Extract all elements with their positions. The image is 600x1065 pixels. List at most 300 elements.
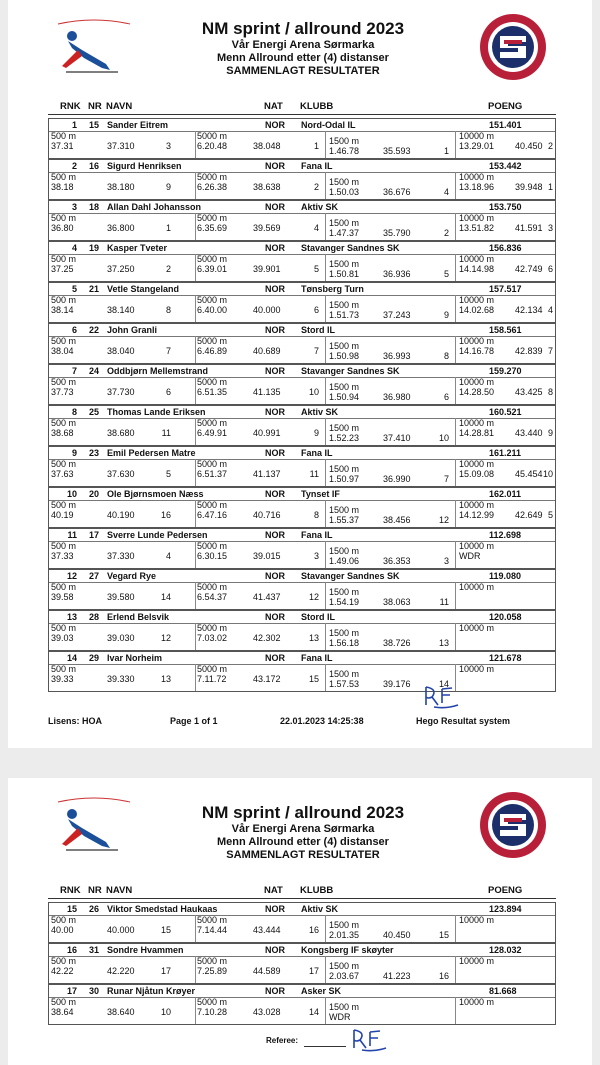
dist-10000-place: 1 — [547, 182, 553, 192]
dist-500-label: 500 m — [51, 377, 77, 387]
rank: 15 — [66, 904, 77, 914]
dist-500-label: 500 m — [51, 956, 77, 966]
athlete-name: Allan Dahl Johansson — [107, 202, 202, 212]
dist-5000-time: 7.14.44 — [197, 925, 228, 935]
dist-1500-label: 1500 m — [329, 341, 360, 351]
dist-500-place: 6 — [165, 387, 171, 397]
dist-1500-place: 6 — [443, 392, 449, 402]
dist-1500-time: 1.50.98 — [329, 351, 360, 361]
dist-1500-place: 7 — [443, 474, 449, 484]
athlete-name: Ivar Norheim — [107, 653, 163, 663]
dist-5000-time: 7.11.72 — [197, 674, 227, 684]
cell-divider — [455, 172, 456, 199]
total-points: 119.080 — [489, 571, 522, 581]
cell-divider — [325, 172, 326, 199]
total-points: 123.894 — [489, 904, 522, 914]
dist-500-place: 3 — [165, 141, 171, 151]
dist-1500-place: 3 — [443, 556, 449, 566]
dist-5000-points: 40.991 — [253, 428, 281, 438]
dist-1500-label: 1500 m — [329, 300, 360, 310]
cell-divider — [195, 131, 196, 158]
nationality: NOR — [265, 530, 285, 540]
athlete-record — [48, 159, 556, 200]
dist-5000-time: 7.03.02 — [197, 633, 228, 643]
dist-500-time: 39.58 — [51, 592, 74, 602]
cell-divider — [195, 664, 196, 691]
dist-10000-points: 42.749 — [515, 264, 543, 274]
dist-10000-time: 14.14.98 — [459, 264, 495, 274]
nationality: NOR — [265, 284, 285, 294]
dist-5000-time: 6.26.38 — [197, 182, 228, 192]
dist-1500-time: 1.50.03 — [329, 187, 360, 197]
cell-divider — [325, 295, 326, 322]
athlete-name: Sigurd Henriksen — [107, 161, 182, 171]
category-subtitle: Menn Allround etter (4) distanser — [217, 52, 389, 64]
dist-1500-place: 11 — [439, 597, 449, 607]
total-points: 153.750 — [489, 202, 522, 212]
dist-10000-points: 39.948 — [515, 182, 543, 192]
club-name: Stavanger Sandnes SK — [301, 571, 400, 581]
section-title: SAMMENLAGT RESULTATER — [226, 65, 380, 77]
start-number: 26 — [88, 904, 99, 914]
nationality: NOR — [265, 366, 285, 376]
dist-5000-label: 5000 m — [197, 623, 228, 633]
dist-5000-points: 41.135 — [253, 387, 281, 397]
dist-5000-label: 5000 m — [197, 172, 228, 182]
dist-500-place: 12 — [160, 633, 171, 643]
dist-10000-time: 14.28.81 — [459, 428, 495, 438]
col-navn: NAVN — [106, 885, 133, 896]
cell-divider — [195, 500, 196, 527]
dist-500-place: 10 — [160, 1007, 171, 1017]
dist-1500-place: 4 — [443, 187, 449, 197]
dist-5000-points: 43.028 — [253, 1007, 281, 1017]
cell-divider — [325, 915, 326, 942]
rank: 12 — [66, 571, 77, 581]
dist-1500-points: 36.993 — [383, 351, 411, 361]
report-header — [148, 802, 458, 862]
dist-500-time: 37.73 — [51, 387, 74, 397]
dist-10000-label: 10000 m — [459, 997, 495, 1007]
dist-500-time: 37.31 — [51, 141, 74, 151]
nationality: NOR — [265, 489, 285, 499]
dist-5000-time: 6.30.15 — [197, 551, 228, 561]
dist-5000-place: 9 — [313, 428, 319, 438]
dist-5000-points: 41.437 — [253, 592, 281, 602]
col-nat: NAT — [264, 101, 283, 112]
dist-5000-time: 6.40.00 — [197, 305, 228, 315]
rank: 9 — [71, 448, 77, 458]
dist-1500-time: 1.56.18 — [329, 638, 360, 648]
rank: 10 — [66, 489, 77, 499]
club-name: Aktiv SK — [301, 407, 339, 417]
dist-5000-label: 5000 m — [197, 664, 228, 674]
athlete-name: Kasper Tveter — [107, 243, 168, 253]
nationality: NOR — [265, 448, 285, 458]
dist-1500-time: 1.52.23 — [329, 433, 360, 443]
category-subtitle: Menn Allround etter (4) distanser — [217, 836, 389, 848]
athlete-name: John Granli — [107, 325, 158, 335]
dist-500-points: 38.140 — [107, 305, 135, 315]
nationality: NOR — [265, 120, 285, 130]
col-poeng: POENG — [488, 101, 523, 112]
print-timestamp: 22.01.2023 14:25:38 — [280, 716, 364, 726]
dist-10000-time: 14.12.99 — [459, 510, 495, 520]
nationality: NOR — [265, 571, 285, 581]
dist-500-place: 8 — [165, 305, 171, 315]
rank: 7 — [71, 366, 77, 376]
venue-name: Vår Energi Arena Sørmarka — [231, 39, 375, 51]
cell-divider — [325, 500, 326, 527]
rank: 1 — [71, 120, 77, 130]
dist-1500-points: 36.936 — [383, 269, 411, 279]
club-name: Nord-Odal IL — [301, 120, 356, 130]
club-name: Kongsberg IF skøyter — [301, 945, 394, 955]
start-number: 16 — [88, 161, 99, 171]
dist-10000-label: 10000 m — [459, 500, 495, 510]
dist-1500-place: 16 — [438, 971, 449, 981]
dist-500-time: 38.68 — [51, 428, 74, 438]
cell-divider — [195, 213, 196, 240]
total-points: 153.442 — [489, 161, 522, 171]
dist-500-place: 1 — [165, 223, 171, 233]
start-number: 28 — [88, 612, 99, 622]
col-rnk: RNK — [60, 101, 81, 112]
cell-divider — [325, 541, 326, 568]
dist-1500-label: 1500 m — [329, 587, 360, 597]
col-navn: NAVN — [106, 101, 133, 112]
dist-500-place: 16 — [160, 510, 171, 520]
nsf-logo-icon — [478, 12, 548, 82]
dist-1500-place: 5 — [443, 269, 449, 279]
club-name: Fana IL — [301, 530, 333, 540]
skater-logo-icon — [48, 14, 140, 84]
dist-1500-time: 1.47.37 — [329, 228, 360, 238]
dist-5000-label: 5000 m — [197, 131, 228, 141]
dist-5000-label: 5000 m — [197, 377, 228, 387]
dist-1500-time: 2.03.67 — [329, 971, 360, 981]
dist-500-label: 500 m — [51, 418, 77, 428]
athlete-name: Sondre Hvammen — [107, 945, 184, 955]
dist-10000-place: 4 — [547, 305, 553, 315]
dist-1500-time: 1.51.73 — [329, 310, 360, 320]
dist-500-label: 500 m — [51, 172, 77, 182]
rank: 16 — [66, 945, 77, 955]
dist-5000-points: 40.000 — [253, 305, 281, 315]
nationality: NOR — [265, 612, 285, 622]
cell-divider — [455, 956, 456, 983]
dist-500-label: 500 m — [51, 582, 77, 592]
dist-500-points: 38.180 — [107, 182, 135, 192]
total-points: 162.011 — [489, 489, 522, 499]
col-klubb: KLUBB — [300, 885, 334, 896]
dist-500-label: 500 m — [51, 500, 77, 510]
dist-500-time: 38.14 — [51, 305, 74, 315]
dist-5000-label: 5000 m — [197, 915, 228, 925]
dist-10000-label: 10000 m — [459, 213, 495, 223]
club-name: Tønsberg Turn — [301, 284, 364, 294]
athlete-record — [48, 200, 556, 241]
dist-5000-time: 6.47.16 — [197, 510, 228, 520]
dist-10000-label: 10000 m — [459, 131, 495, 141]
athlete-record — [48, 902, 556, 943]
nationality: NOR — [265, 202, 285, 212]
dist-5000-points: 40.689 — [253, 346, 281, 356]
nationality: NOR — [265, 904, 285, 914]
dist-1500-label: 1500 m — [329, 177, 360, 187]
nationality: NOR — [265, 161, 285, 171]
dist-500-time: 36.80 — [51, 223, 74, 233]
dist-1500-points: 38.456 — [383, 515, 411, 525]
cell-divider — [455, 500, 456, 527]
dist-1500-time: 1.50.97 — [329, 474, 360, 484]
dist-500-time: 40.00 — [51, 925, 74, 935]
dist-500-points: 37.310 — [107, 141, 135, 151]
cell-divider — [195, 172, 196, 199]
dist-10000-points: 42.649 — [515, 510, 543, 520]
athlete-name: Oddbjørn Mellemstrand — [107, 366, 209, 376]
total-points: 81.668 — [489, 986, 517, 996]
cell-divider — [195, 336, 196, 363]
dist-1500-points: 37.243 — [383, 310, 411, 320]
dist-1500-time: WDR — [329, 1012, 351, 1022]
cell-divider — [325, 418, 326, 445]
nationality: NOR — [265, 986, 285, 996]
rank: 13 — [66, 612, 77, 622]
start-number: 19 — [88, 243, 99, 253]
dist-5000-time: 6.35.69 — [197, 223, 228, 233]
dist-10000-label: 10000 m — [459, 956, 495, 966]
dist-10000-time: 13.29.01 — [459, 141, 495, 151]
dist-1500-time: 2.01.35 — [329, 930, 360, 940]
dist-5000-points: 42.302 — [253, 633, 281, 643]
cell-divider — [325, 254, 326, 281]
dist-1500-points: 38.063 — [383, 597, 411, 607]
dist-1500-label: 1500 m — [329, 1002, 360, 1012]
dist-10000-points: 42.134 — [515, 305, 543, 315]
dist-1500-time: 1.55.37 — [329, 515, 360, 525]
dist-1500-place: 15 — [438, 930, 449, 940]
dist-5000-time: 6.46.89 — [197, 346, 228, 356]
dist-1500-label: 1500 m — [329, 382, 360, 392]
dist-500-place: 4 — [165, 551, 171, 561]
dist-5000-place: 2 — [313, 182, 319, 192]
referee-signature-line — [304, 1046, 346, 1047]
dist-5000-place: 14 — [308, 1007, 319, 1017]
nsf-logo-icon — [478, 790, 548, 860]
total-points: 157.517 — [489, 284, 522, 294]
cell-divider — [195, 459, 196, 486]
dist-10000-label: 10000 m — [459, 418, 495, 428]
club-name: Stavanger Sandnes SK — [301, 243, 400, 253]
dist-1500-points: 38.726 — [383, 638, 411, 648]
dist-1500-label: 1500 m — [329, 218, 360, 228]
start-number: 29 — [88, 653, 99, 663]
club-name: Fana IL — [301, 653, 333, 663]
dist-10000-points: 45.454 — [515, 469, 543, 479]
start-number: 18 — [88, 202, 99, 212]
dist-500-place: 15 — [160, 925, 171, 935]
athlete-name: Sander Eitrem — [107, 120, 169, 130]
rank: 8 — [71, 407, 77, 417]
result-page-2 — [8, 778, 592, 1065]
start-number: 31 — [88, 945, 99, 955]
col-nr: NR — [88, 101, 102, 112]
dist-1500-place: 8 — [443, 351, 449, 361]
cell-divider — [195, 623, 196, 650]
club-name: Fana IL — [301, 161, 333, 171]
club-name: Fana IL — [301, 448, 333, 458]
athlete-record — [48, 364, 556, 405]
dist-10000-label: 10000 m — [459, 915, 495, 925]
dist-5000-place: 5 — [313, 264, 319, 274]
dist-1500-points: 36.676 — [383, 187, 411, 197]
dist-500-label: 500 m — [51, 541, 77, 551]
dist-10000-points: 43.425 — [515, 387, 543, 397]
cell-divider — [325, 459, 326, 486]
start-number: 22 — [88, 325, 99, 335]
start-number: 30 — [88, 986, 99, 996]
rank: 5 — [71, 284, 77, 294]
dist-500-time: 39.33 — [51, 674, 74, 684]
dist-1500-place: 12 — [438, 515, 449, 525]
dist-1500-time: 1.50.81 — [329, 269, 360, 279]
dist-5000-points: 43.444 — [253, 925, 281, 935]
dist-1500-time: 1.49.06 — [329, 556, 360, 566]
dist-500-points: 38.680 — [107, 428, 135, 438]
license-text: Lisens: HOA — [48, 716, 103, 726]
start-number: 20 — [88, 489, 99, 499]
referee-signature-icon — [420, 683, 466, 711]
dist-1500-label: 1500 m — [329, 464, 360, 474]
dist-5000-place: 3 — [313, 551, 319, 561]
dist-500-points: 36.800 — [107, 223, 135, 233]
dist-500-time: 38.04 — [51, 346, 74, 356]
dist-5000-points: 44.589 — [253, 966, 281, 976]
referee-label: Referee: — [266, 1036, 299, 1045]
dist-500-label: 500 m — [51, 915, 77, 925]
dist-1500-label: 1500 m — [329, 920, 360, 930]
athlete-name: Sverre Lunde Pedersen — [107, 530, 208, 540]
start-number: 21 — [88, 284, 99, 294]
nationality: NOR — [265, 325, 285, 335]
col-nr: NR — [88, 885, 102, 896]
total-points: 128.032 — [489, 945, 522, 955]
athlete-record — [48, 487, 556, 528]
venue-name: Vår Energi Arena Sørmarka — [231, 823, 375, 835]
athlete-record — [48, 118, 556, 159]
event-title: NM sprint / allround 2023 — [201, 19, 405, 38]
athlete-record — [48, 446, 556, 487]
cell-divider — [325, 997, 326, 1024]
dist-500-points: 38.640 — [107, 1007, 135, 1017]
club-name: Aktiv SK — [301, 202, 339, 212]
athlete-name: Emil Pedersen Matre — [107, 448, 196, 458]
dist-1500-points: 41.223 — [383, 971, 411, 981]
dist-500-time: 38.64 — [51, 1007, 74, 1017]
dist-5000-points: 41.137 — [253, 469, 281, 479]
page-number: Page 1 of 1 — [170, 716, 218, 726]
total-points: 156.836 — [489, 243, 522, 253]
dist-500-points: 39.030 — [107, 633, 135, 643]
dist-500-time: 37.33 — [51, 551, 74, 561]
dist-1500-label: 1500 m — [329, 505, 360, 515]
nationality: NOR — [265, 653, 285, 663]
dist-5000-place: 11 — [309, 469, 319, 479]
start-number: 23 — [88, 448, 99, 458]
dist-1500-label: 1500 m — [329, 259, 360, 269]
dist-1500-place: 14 — [438, 679, 449, 689]
dist-5000-points: 43.172 — [253, 674, 281, 684]
athlete-record — [48, 569, 556, 610]
start-number: 25 — [88, 407, 99, 417]
dist-10000-place: 10 — [542, 469, 553, 479]
dist-5000-points: 39.015 — [253, 551, 281, 561]
dist-500-time: 40.19 — [51, 510, 74, 520]
result-page-1 — [8, 0, 592, 748]
cell-divider — [195, 915, 196, 942]
dist-500-time: 42.22 — [51, 966, 74, 976]
dist-500-points: 39.580 — [107, 592, 135, 602]
athlete-name: Ole Bjørnsmoen Næss — [107, 489, 204, 499]
club-name: Stord IL — [301, 325, 335, 335]
total-points: 120.058 — [489, 612, 522, 622]
athlete-name: Runar Njåtun Krøyer — [107, 986, 196, 996]
dist-500-place: 14 — [160, 592, 171, 602]
athlete-record — [48, 610, 556, 651]
dist-5000-place: 4 — [313, 223, 319, 233]
athlete-record — [48, 984, 556, 1025]
dist-10000-time: 13.51.82 — [459, 223, 495, 233]
dist-10000-label: 10000 m — [459, 377, 495, 387]
dist-1500-points: 35.593 — [383, 146, 411, 156]
cell-divider — [455, 541, 456, 568]
dist-5000-label: 5000 m — [197, 956, 228, 966]
athlete-name: Vegard Rye — [107, 571, 157, 581]
dist-10000-points: 42.839 — [515, 346, 543, 356]
dist-500-label: 500 m — [51, 664, 77, 674]
dist-10000-label: 10000 m — [459, 582, 495, 592]
dist-1500-label: 1500 m — [329, 669, 360, 679]
dist-10000-place: 2 — [547, 141, 553, 151]
dist-5000-place: 15 — [308, 674, 319, 684]
dist-1500-label: 1500 m — [329, 136, 360, 146]
dist-500-time: 37.63 — [51, 469, 74, 479]
dist-10000-label: 10000 m — [459, 664, 495, 674]
dist-5000-place: 10 — [308, 387, 319, 397]
column-header-row — [48, 884, 556, 899]
dist-5000-place: 1 — [313, 141, 319, 151]
dist-5000-place: 17 — [308, 966, 319, 976]
athlete-name: Vetle Stangeland — [107, 284, 180, 294]
dist-1500-points: 37.410 — [383, 433, 411, 443]
dist-500-points: 37.730 — [107, 387, 135, 397]
club-name: Asker SK — [301, 986, 342, 996]
dist-500-place: 13 — [160, 674, 171, 684]
dist-500-label: 500 m — [51, 254, 77, 264]
dist-500-points: 42.220 — [107, 966, 135, 976]
athlete-record — [48, 405, 556, 446]
dist-10000-place: 6 — [547, 264, 553, 274]
cell-divider — [325, 582, 326, 609]
cell-divider — [195, 541, 196, 568]
dist-500-place: 9 — [165, 182, 171, 192]
dist-5000-time: 6.20.48 — [197, 141, 228, 151]
total-points: 159.270 — [489, 366, 522, 376]
dist-5000-label: 5000 m — [197, 997, 228, 1007]
dist-500-place: 7 — [165, 346, 171, 356]
dist-500-label: 500 m — [51, 459, 77, 469]
